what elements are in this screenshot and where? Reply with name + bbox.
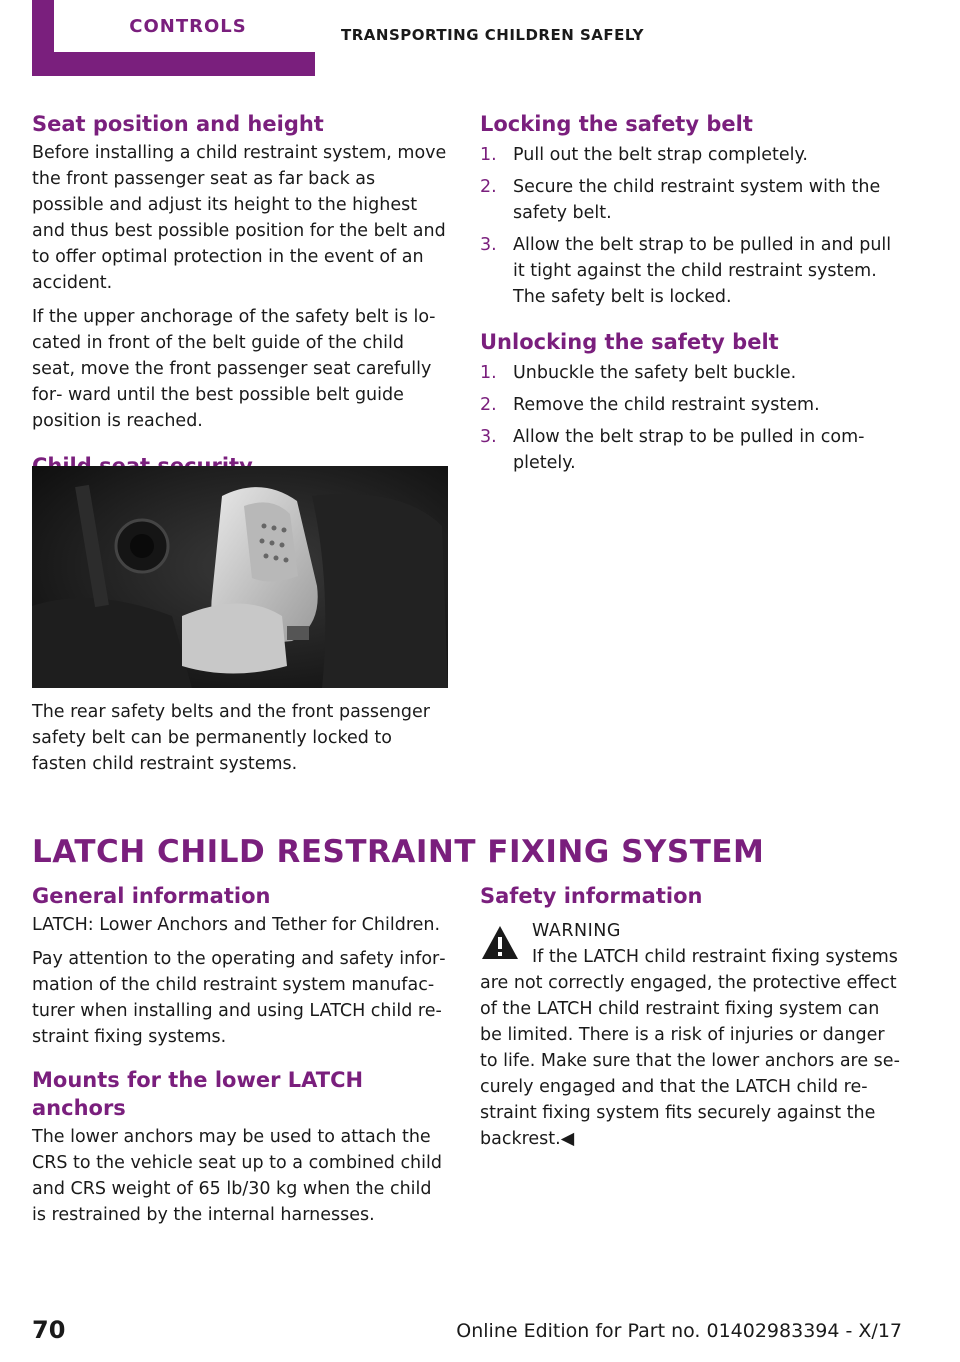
photo-caption: The rear safety belts and the front passenger safety belt can be permanently locked to fasten child restraint systems. (32, 702, 430, 774)
mounts-para: The lower anchors may be used to attach the CRS to the vehicle seat up to a combined child and CRS weight of 65 lb/30 kg when the child is restrained by the internal harnesses. (32, 1127, 442, 1225)
step-text: Allow the belt strap to be pulled in com‐ pletely. (513, 427, 865, 473)
step-number: 1. (480, 145, 497, 165)
seat-position-para-1: Before installing a child restraint system, move the front passenger seat as far back as possible and adjust its height to the highest and thus best possible position for the belt and to offer optimal protection in the event of an accident. (32, 143, 447, 293)
list-item (480, 232, 900, 310)
step-text: Remove the child restraint system. (513, 395, 820, 415)
general-information-heading: General information (32, 884, 271, 908)
warning-text: If the LATCH child restraint fixing systems are not correctly engaged, the protective effect of the LATCH child restraint fixing system can be limited. There is a risk of injuries or danger to life. Make sure that the lower anchors are se‐ curely engaged and that the LATCH child re‐ straint fixing system fits securely against the backrest.◀ (480, 947, 900, 1149)
safety-information-section (480, 882, 900, 1160)
seat-position-section (32, 110, 448, 480)
list-item (480, 174, 900, 226)
page-number: 70 (32, 1316, 66, 1344)
warning-label: WARNING (532, 921, 621, 941)
locking-steps (480, 142, 900, 310)
warning-block (480, 918, 900, 970)
mounts-heading: Mounts for the lower LATCH anchors (32, 1068, 364, 1120)
locking-section (480, 110, 900, 482)
general-information-para-2: Pay attention to the operating and safety infor‐ mation of the child restraint system manufac‐ turer when installing and using LATCH child re‐ straint fixing systems. (32, 949, 446, 1047)
header-tab (32, 0, 315, 76)
step-text: Allow the belt strap to be pulled in and pull it tight against the child restraint system. The safety belt is locked. (513, 235, 892, 307)
list-item (480, 424, 900, 476)
step-text: Pull out the belt strap completely. (513, 145, 808, 165)
step-number: 1. (480, 363, 497, 383)
step-text: Unbuckle the safety belt buckle. (513, 363, 797, 383)
general-information-section (32, 882, 448, 1236)
header-section-title: TRANSPORTING CHILDREN SAFELY (341, 26, 644, 44)
seat-position-para-2: If the upper anchorage of the safety belt is lo‐ cated in front of the belt guide of the child seat, move the front passenger seat carefully for‐ ward until the best possible belt guide position is reached. (32, 307, 436, 431)
photo-caption-block (32, 699, 448, 777)
list-item (480, 142, 900, 168)
child-seat-photo (32, 466, 448, 688)
step-number: 2. (480, 395, 497, 415)
step-number: 2. (480, 177, 497, 197)
unlocking-steps (480, 360, 900, 476)
step-text: Secure the child restraint system with the safety belt. (513, 177, 881, 223)
footer-edition: Online Edition for Part no. 01402983394 - X/17 (456, 1320, 902, 1342)
latch-section-title: LATCH CHILD RESTRAINT FIXING SYSTEM (32, 834, 765, 870)
step-number: 3. (480, 235, 497, 255)
unlocking-heading: Unlocking the safety belt (480, 330, 779, 354)
list-item (480, 360, 900, 386)
step-number: 3. (480, 427, 497, 447)
safety-information-heading: Safety information (480, 884, 703, 908)
warning-triangle-icon (480, 924, 520, 962)
header-tab-label: CONTROLS (129, 15, 247, 37)
general-information-para-1: LATCH: Lower Anchors and Tether for Children. (32, 915, 441, 935)
locking-heading: Locking the safety belt (480, 112, 753, 136)
seat-position-heading: Seat position and height (32, 112, 324, 136)
list-item (480, 392, 900, 418)
